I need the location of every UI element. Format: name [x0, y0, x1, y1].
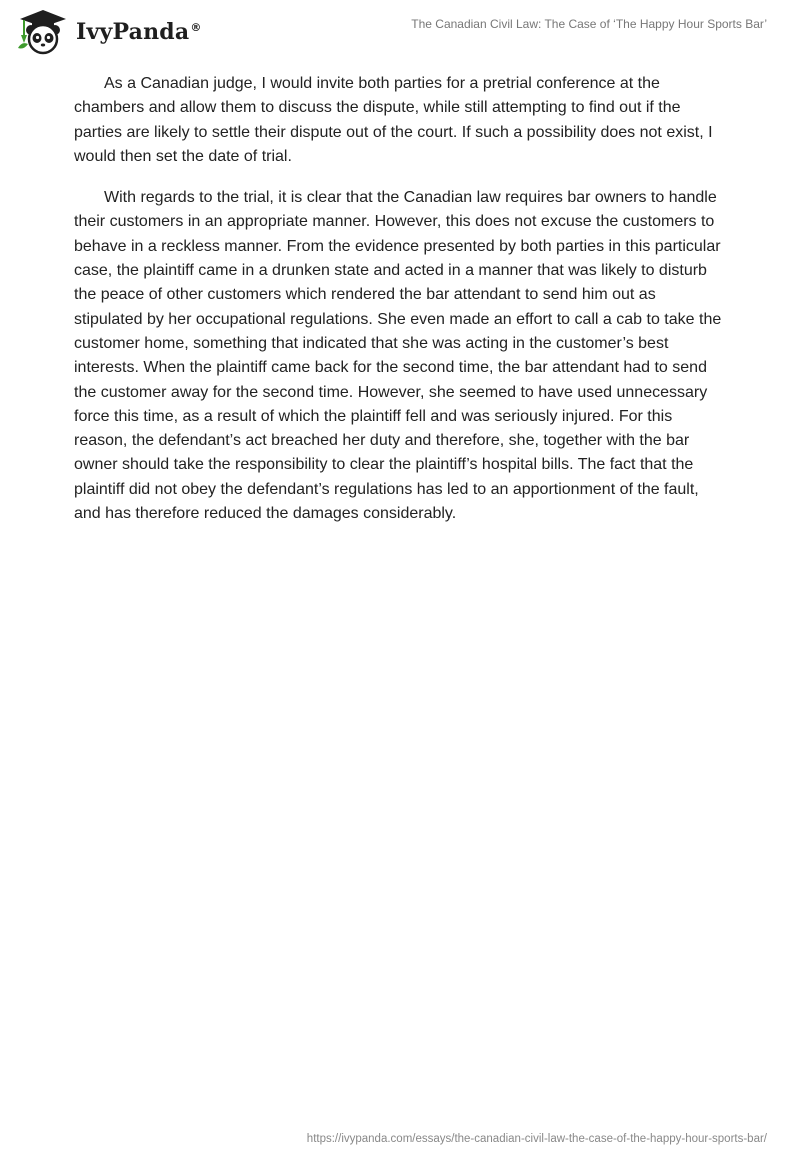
document-title: The Canadian Civil Law: The Case of ‘The Happy Hour Sports Bar’: [411, 17, 767, 31]
page-header: [0, 0, 800, 62]
paragraph: With regards to the trial, it is clear that the Canadian law requires bar owners to handle their customers in an appropriate manner. However, this does not excuse the customers to behave in a reckless manner. From the evidence presented by both parties in this particular case, the plaintiff came in a drunken state and acted in a manner that was likely to disturb the peace of other customers which rendered the bar attendant to send him out as stipulated by her occupational regulations. She even made an effort to call a cab to take the customer home, something that indicated that she was acting in the customer’s best interests. When the plaintiff came back for the second time, the bar attendant had to send the customer away for the second time. However, she seemed to have used unnecessary force this time, as a result of which the plaintiff fell and was seriously injured. For this reason, the defendant’s act breached her duty and therefore, she, together with the bar owner should take the responsibility to clear the plaintiff’s hospital bills. The fact that the plaintiff did not obey the defendant’s regulations has led to an apportionment of the fault, and has therefore reduced the damages considerably.: [74, 189, 722, 523]
essay-body: [74, 72, 726, 543]
source-url[interactable]: https://ivypanda.com/essays/the-canadian-civil-law-the-case-of-the-happy-hour-sports-bar/: [306, 1133, 767, 1145]
logo-wordmark: IvyPanda®: [76, 19, 202, 45]
registered-mark: ®: [190, 20, 202, 34]
panda-graduate-icon: [14, 8, 72, 56]
ivypanda-logo[interactable]: [14, 8, 202, 56]
paragraph: As a Canadian judge, I would invite both parties for a pretrial conference at the chambers and allow them to discuss the dispute, while still attempting to find out if the parties are likely to settle their dispute out of the court. If such a possibility does not exist, I would then set the date of trial.: [74, 75, 713, 165]
